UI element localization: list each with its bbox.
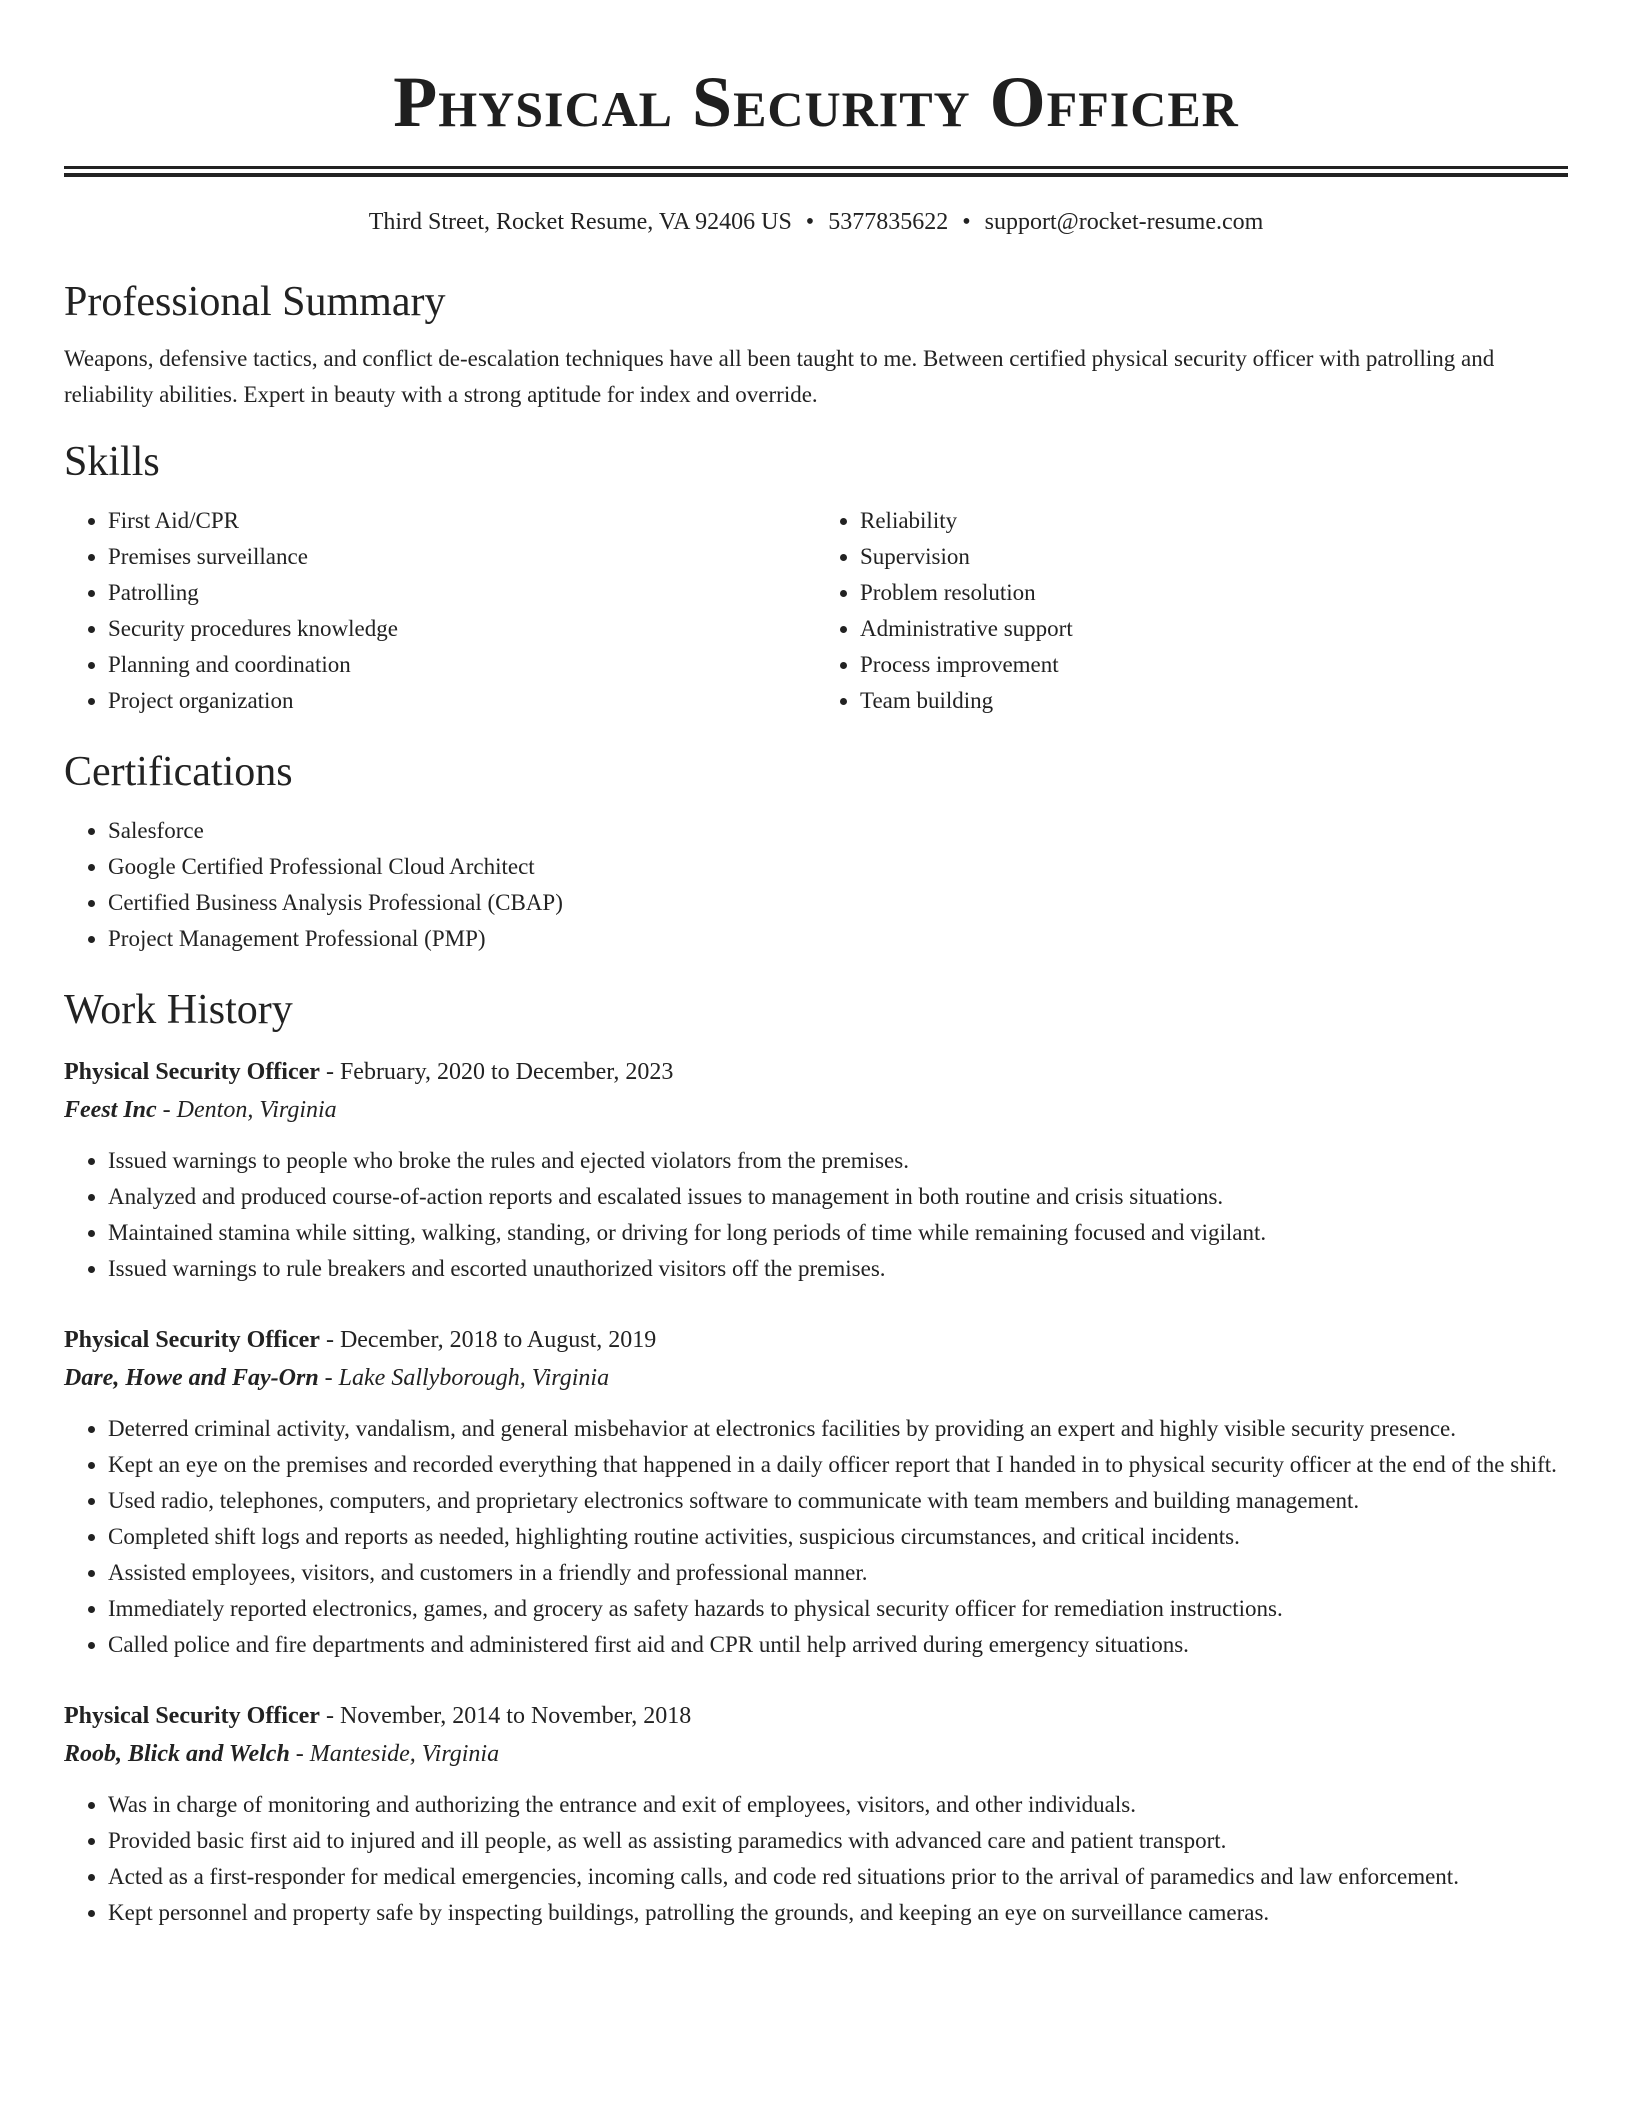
certification-item: • Certified Business Analysis Professional (CBAP): [108, 885, 1568, 921]
skill-item: • Supervision: [860, 539, 1568, 575]
job-entry: [64, 1321, 1568, 1663]
job-title-line: [64, 1053, 1568, 1091]
job-dash: -: [319, 1327, 340, 1353]
skills-heading: Skills: [64, 439, 160, 485]
contact-address: Third Street, Rocket Resume, VA 92406 US: [368, 209, 792, 235]
job-entry: [64, 1697, 1568, 1931]
job-duties-list: [64, 1143, 1568, 1287]
job-location: Manteside, Virginia: [309, 1741, 500, 1767]
skills-list-left: [64, 503, 816, 719]
job-dash: -: [318, 1365, 339, 1391]
job-duties-list: [64, 1411, 1568, 1663]
skill-item: • Patrolling: [108, 575, 816, 611]
job-company-line: [64, 1091, 1568, 1129]
job-dash: -: [156, 1097, 177, 1123]
job-duty: • Used radio, telephones, computers, and proprietary electronics software to communicate with team members and building management.: [108, 1483, 1568, 1519]
contact-email: support@rocket-resume.com: [984, 209, 1264, 235]
skills-columns: [64, 503, 1568, 719]
job-dash: -: [319, 1703, 340, 1729]
job-duty: • Assisted employees, visitors, and customers in a friendly and professional manner.: [108, 1555, 1568, 1591]
work-history-heading: Work History: [64, 987, 293, 1033]
job-title: Physical Security Officer: [64, 1703, 320, 1729]
job-duty: • Was in charge of monitoring and authorizing the entrance and exit of employees, visitors, and other individuals.: [108, 1787, 1568, 1823]
summary-heading: Professional Summary: [64, 279, 446, 325]
job-title-line: [64, 1321, 1568, 1359]
certification-item: • Google Certified Professional Cloud Architect: [108, 849, 1568, 885]
job-duty: • Maintained stamina while sitting, walking, standing, or driving for long periods of time while remaining focused and vigilant.: [108, 1215, 1568, 1251]
job-company-line: [64, 1359, 1568, 1397]
job-duty: • Kept personnel and property safe by inspecting buildings, patrolling the grounds, and keeping an eye on surveillance cameras.: [108, 1895, 1568, 1931]
page-title: Physical Security Officer: [393, 62, 1239, 142]
job-company: Dare, Howe and Fay-Orn: [64, 1365, 319, 1391]
skill-item: • Reliability: [860, 503, 1568, 539]
contact-phone: 5377835622: [828, 209, 949, 235]
certification-item: • Salesforce: [108, 813, 1568, 849]
job-company: Feest Inc: [64, 1097, 157, 1123]
skill-item: • Security procedures knowledge: [108, 611, 816, 647]
job-duty: • Issued warnings to people who broke the rules and ejected violators from the premises.: [108, 1143, 1568, 1179]
certifications-list: [64, 813, 1568, 957]
title-divider: [64, 166, 1568, 177]
job-duty: • Acted as a first-responder for medical emergencies, incoming calls, and code red situations prior to the arrival of paramedics and law enforcement.: [108, 1859, 1568, 1895]
skill-item: • Premises surveillance: [108, 539, 816, 575]
skill-item: • Problem resolution: [860, 575, 1568, 611]
skill-item: • First Aid/CPR: [108, 503, 816, 539]
summary-text: Weapons, defensive tactics, and conflict de-escalation techniques have all been taught to me. Between certified physical security officer with patrolling and reliability abilities. Expert in beauty with a strong aptitude for index and override.: [64, 346, 1495, 407]
job-duty: • Deterred criminal activity, vandalism, and general misbehavior at electronics facilities by providing an expert and highly visible security presence.: [108, 1411, 1568, 1447]
job-location: Lake Sallyborough, Virginia: [338, 1365, 610, 1391]
certifications-heading: Certifications: [64, 749, 293, 795]
job-location: Denton, Virginia: [176, 1097, 337, 1123]
contact-line: [64, 207, 1568, 237]
skills-list-right: [816, 503, 1568, 719]
job-duty: • Completed shift logs and reports as needed, highlighting routine activities, suspicious circumstances, and critical incidents.: [108, 1519, 1568, 1555]
job-dates: December, 2018 to August, 2019: [339, 1327, 657, 1353]
job-duty: • Immediately reported electronics, games, and grocery as safety hazards to physical security officer for remediation instructions.: [108, 1591, 1568, 1627]
resume-page: [64, 0, 1568, 1931]
contact-separator: •: [805, 209, 815, 235]
skill-item: • Process improvement: [860, 647, 1568, 683]
job-entry: [64, 1053, 1568, 1287]
job-duty: • Called police and fire departments and administered first aid and CPR until help arrived during emergency situations.: [108, 1627, 1568, 1663]
certification-item: • Project Management Professional (PMP): [108, 921, 1568, 957]
skill-item: • Administrative support: [860, 611, 1568, 647]
skill-item: • Project organization: [108, 683, 816, 719]
contact-separator: •: [962, 209, 971, 235]
job-duty: • Provided basic first aid to injured and ill people, as well as assisting paramedics with advanced care and patient transport.: [108, 1823, 1568, 1859]
skill-item: • Team building: [860, 683, 1568, 719]
job-company-line: [64, 1735, 1568, 1773]
job-dates: February, 2020 to December, 2023: [339, 1059, 674, 1085]
job-duty: • Analyzed and produced course-of-action reports and escalated issues to management in both routine and crisis situations.: [108, 1179, 1568, 1215]
job-title: Physical Security Officer: [64, 1059, 320, 1085]
job-duty: • Kept an eye on the premises and recorded everything that happened in a daily officer report that I handed in to physical security officer at the end of the shift.: [108, 1447, 1568, 1483]
skill-item: • Planning and coordination: [108, 647, 816, 683]
job-duty: • Issued warnings to rule breakers and escorted unauthorized visitors off the premises.: [108, 1251, 1568, 1287]
job-duties-list: [64, 1787, 1568, 1931]
job-title: Physical Security Officer: [64, 1327, 320, 1353]
job-dates: November, 2014 to November, 2018: [339, 1703, 692, 1729]
job-title-line: [64, 1697, 1568, 1735]
job-dash: -: [289, 1741, 310, 1767]
job-company: Roob, Blick and Welch: [64, 1741, 290, 1767]
job-dash: -: [319, 1059, 340, 1085]
